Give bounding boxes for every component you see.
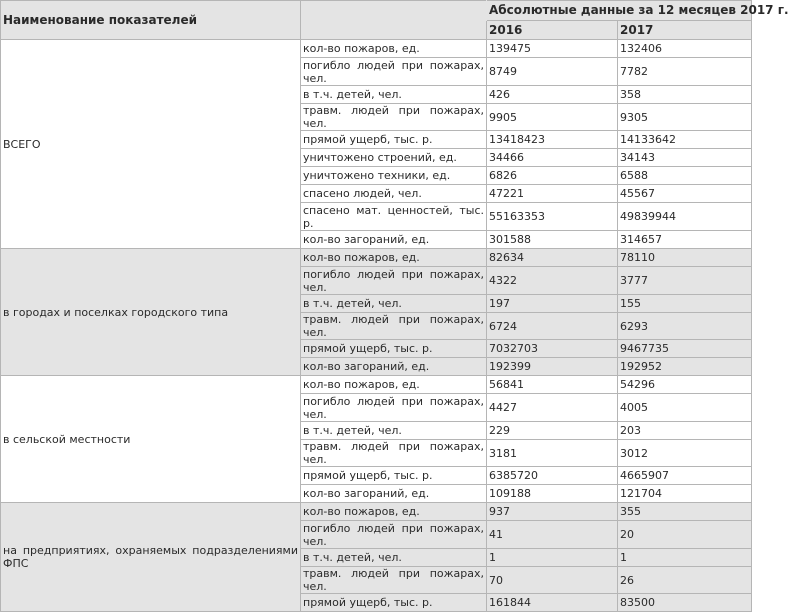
indicator-cell: спасено мат. ценностей, тыс. р. [301,203,487,231]
value-2016-cell: 47221 [487,185,618,203]
value-2017-cell: 78110 [618,249,752,267]
value-2016-cell: 13418423 [487,131,618,149]
period-header: Абсолютные данные за 12 месяцев 2017 г. [487,1,752,21]
value-2016-cell: 301588 [487,231,618,249]
value-2017-cell: 1 [618,549,752,567]
value-2016-cell: 8749 [487,58,618,86]
indicator-cell: в т.ч. детей, чел. [301,295,487,313]
value-2017-cell: 6588 [618,167,752,185]
indicator-cell: погибло людей при пожарах, чел. [301,394,487,422]
indicator-cell: кол-во пожаров, ед. [301,40,487,58]
value-2017-cell: 155 [618,295,752,313]
indicator-cell: кол-во загораний, ед. [301,231,487,249]
value-2017-cell: 49839944 [618,203,752,231]
indicator-cell: кол-во загораний, ед. [301,485,487,503]
value-2017-cell: 132406 [618,40,752,58]
value-2016-cell: 41 [487,521,618,549]
value-2016-cell: 7032703 [487,340,618,358]
group-name: на предприятиях, охраняемых подразделениями ФПС [1,503,301,612]
indicator-cell: в т.ч. детей, чел. [301,86,487,104]
value-2017-cell: 4665907 [618,467,752,485]
value-2016-cell: 937 [487,503,618,521]
value-2017-cell: 9305 [618,104,752,131]
value-2017-cell: 192952 [618,358,752,376]
indicator-cell: погибло людей при пожарах, чел. [301,58,487,86]
year-2016-header: 2016 [487,21,618,40]
value-2017-cell: 3777 [618,267,752,295]
indicator-cell: погибло людей при пожарах, чел. [301,521,487,549]
value-2016-cell: 1 [487,549,618,567]
header-spacer [301,1,487,21]
indicator-cell: прямой ущерб, тыс. р. [301,340,487,358]
header-spacer-bottom [301,21,487,40]
value-2016-cell: 6826 [487,167,618,185]
indicator-cell: спасено людей, чел. [301,185,487,203]
group-name: ВСЕГО [1,40,301,249]
value-2017-cell: 121704 [618,485,752,503]
value-2016-cell: 34466 [487,149,618,167]
table-body [1,40,752,612]
value-2017-cell: 20 [618,521,752,549]
value-2016-cell: 4427 [487,394,618,422]
group-name: в сельской местности [1,376,301,503]
group-name: в городах и поселках городского типа [1,249,301,376]
value-2016-cell: 3181 [487,440,618,467]
value-2017-cell: 314657 [618,231,752,249]
value-2017-cell: 45567 [618,185,752,203]
table-row [1,40,752,58]
value-2016-cell: 56841 [487,376,618,394]
value-2016-cell: 6385720 [487,467,618,485]
indicator-cell: кол-во пожаров, ед. [301,249,487,267]
value-2017-cell: 34143 [618,149,752,167]
value-2016-cell: 161844 [487,594,618,612]
indicator-cell: травм. людей при пожарах, чел. [301,104,487,131]
value-2016-cell: 55163353 [487,203,618,231]
indicator-cell: кол-во пожаров, ед. [301,376,487,394]
value-2017-cell: 6293 [618,313,752,340]
value-2017-cell: 4005 [618,394,752,422]
indicator-cell: в т.ч. детей, чел. [301,549,487,567]
value-2016-cell: 192399 [487,358,618,376]
value-2016-cell: 197 [487,295,618,313]
indicator-cell: прямой ущерб, тыс. р. [301,467,487,485]
indicator-cell: кол-во пожаров, ед. [301,503,487,521]
value-2017-cell: 203 [618,422,752,440]
value-2016-cell: 229 [487,422,618,440]
value-2016-cell: 9905 [487,104,618,131]
value-2017-cell: 7782 [618,58,752,86]
table-row [1,376,752,394]
year-2017-header: 2017 [618,21,752,40]
value-2016-cell: 70 [487,567,618,594]
indicator-cell: травм. людей при пожарах, чел. [301,440,487,467]
indicator-cell: травм. людей при пожарах, чел. [301,313,487,340]
indicator-cell: прямой ущерб, тыс. р. [301,594,487,612]
value-2017-cell: 9467735 [618,340,752,358]
table-row [1,249,752,267]
value-2016-cell: 139475 [487,40,618,58]
indicator-cell: кол-во загораний, ед. [301,358,487,376]
indicator-header: Наименование показателей [1,1,301,40]
value-2017-cell: 14133642 [618,131,752,149]
value-2017-cell: 26 [618,567,752,594]
value-2017-cell: 3012 [618,440,752,467]
indicator-cell: в т.ч. детей, чел. [301,422,487,440]
value-2016-cell: 426 [487,86,618,104]
value-2016-cell: 4322 [487,267,618,295]
indicator-cell: погибло людей при пожарах, чел. [301,267,487,295]
indicator-cell: прямой ущерб, тыс. р. [301,131,487,149]
value-2016-cell: 109188 [487,485,618,503]
value-2016-cell: 82634 [487,249,618,267]
value-2017-cell: 54296 [618,376,752,394]
table-row [1,503,752,521]
indicator-cell: уничтожено техники, ед. [301,167,487,185]
value-2017-cell: 83500 [618,594,752,612]
indicator-cell: травм. людей при пожарах, чел. [301,567,487,594]
value-2017-cell: 358 [618,86,752,104]
value-2017-cell: 355 [618,503,752,521]
value-2016-cell: 6724 [487,313,618,340]
indicator-cell: уничтожено строений, ед. [301,149,487,167]
